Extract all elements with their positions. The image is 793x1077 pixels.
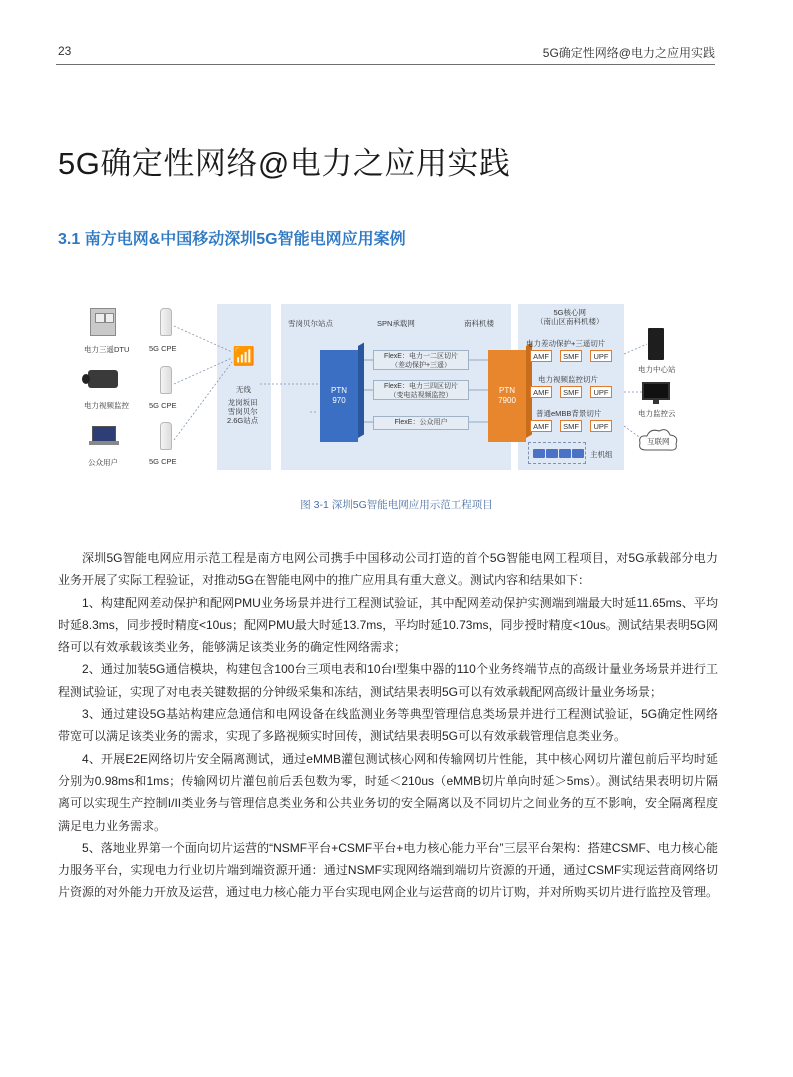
server-rack-icon [648,328,664,360]
endpoint-label: 互联网 [647,437,670,446]
server-icon [572,449,584,458]
nf-box: SMF [560,386,582,398]
device-label: 电力视频监控 [84,401,129,410]
network-diagram [82,304,690,470]
slice-box: FlexE：电力一二区切片 （差动保护+三遥） [373,350,469,370]
core-group-label: 普通eMBB背景切片 [536,409,602,418]
antenna-icon: 📶 [232,346,256,366]
cpe-label: 5G CPE [149,401,177,410]
host-group-box [528,442,586,464]
ptn-7900-box [488,350,526,442]
host-group-label: 主机组 [590,450,613,459]
core-group-label: 电力差动保护+三遥切片 [526,339,606,348]
cpe-label: 5G CPE [149,344,177,353]
server-icon [559,449,571,458]
paragraph: 1、构建配网差动保护和配网PMU业务场景并进行工程测试验证，其中配网差动保护实测端到端最大时延11.65ms、平均时延8.3ms，同步授时精度<10us；配网PMU最大时延13.7ms，平均时延10.73ms，同步授时精度<10us。测试结果表明5G网络可以有效承载该类业务，能够满足该类业务的确定性网络需求； [58,595,718,655]
cpe-label: 5G CPE [149,457,177,466]
nf-box: UPF [590,420,612,432]
nf-box: UPF [590,386,612,398]
header-rule [56,64,715,65]
machine-room-title: 南科机楼 [464,319,494,328]
core-group-label: 电力视频监控切片 [538,375,598,384]
ptn-970-box [320,350,358,442]
video-camera-icon [88,370,118,388]
dtu-device-icon [90,308,116,336]
paragraph: 3、通过建设5G基站构建应急通信和电网设备在线监测业务等典型管理信息类场景并进行工程测试验证，5G确定性网络带宽可以满足该类业务的需求，实现了多路视频实时回传，测试结果表明5G可以有效承载管理信息类业务。 [58,707,718,744]
figure-caption: 图 3-1 深圳5G智能电网应用示范工程项目 [300,499,493,511]
cpe-icon [160,308,172,336]
cpe-icon [160,366,172,394]
paragraph: 深圳5G智能电网应用示范工程是南方电网公司携手中国移动公司打造的首个5G智能电网工程项目，对5G承载部分电力业务开展了实际工程验证，对推动5G在智能电网中的推广应用具有重大意义。测试内容和结果如下： [58,551,718,588]
nf-box: UPF [590,350,612,362]
slice-box: FlexE：电力三四区切片 （变电站视频监控） [373,380,469,400]
document-title: 5G确定性网络@电力之应用实践 [58,146,511,181]
page-number: 23 [58,44,72,58]
endpoint-label: 电力监控云 [638,409,676,418]
server-icon [546,449,558,458]
laptop-icon [92,426,116,442]
nf-box: AMF [530,420,552,432]
section-heading: 3.1 南方电网&中国移动深圳5G智能电网应用案例 [58,231,406,248]
endpoint-label: 电力中心站 [638,365,676,374]
nf-box: SMF [560,420,582,432]
base-station-title: 雪岗贝尔站点 [288,319,333,328]
wireless-site-label: 龙岗坂田 雪岗贝尔 2.6G站点 [227,398,259,425]
device-label: 电力三遥DTU [84,345,130,354]
ptn-label: PTN 970 [331,386,347,405]
nf-box: SMF [560,350,582,362]
server-icon [533,449,545,458]
running-header: 5G确定性网络@电力之应用实践 [542,46,715,60]
cpe-icon [160,422,172,450]
paragraph: 4、开展E2E网络切片安全隔离测试，通过eMMB灌包测试核心网和传输网切片性能，其中核心网切片灌包前后平均时延分别为0.98ms和1ms；传输网切片灌包前后丢包数为零，时延＜210us（eMMB切片单向时延＞5ms）。测试结果表明切片隔离可以实现生产控制I/II类业务与管理信息类业务和公共业务切的安全隔离以及不同切片之间业务的互不影响，安全隔离程度满足电力业务需求。 [58,751,718,833]
nf-box: AMF [530,386,552,398]
paragraph: 5、落地业界第一个面向切片运营的“NSMF平台+CSMF平台+电力核心能力平台”三层平台架构：搭建CSMF、电力核心能力服务平台，实现电力行业切片端到端资源开通：通过NSMF实现网络端到端切片资源的开通，通过CSMF实现运营商网络切片资源的对外能力开放及运营，通过电力核心能力平台实现电网企业与运营商的切片订购，并对所购买切片进行监控及管理。 [58,840,719,900]
nf-box: AMF [530,350,552,362]
wireless-label: 无线 [236,385,251,394]
core-title: 5G核心网 （南山区南科机楼） [536,308,604,326]
paragraph: 2、通过加装5G通信模块，构建包含100台三项电表和10台I型集中器的110个业务终端节点的高级计量业务场景并进行工程测试验证，实现了对电表关键数据的分钟级采集和冻结，测试结果表明5G可以有效承载配网高级计量业务场景； [58,662,718,699]
monitor-icon [642,382,670,400]
device-label: 公众用户 [88,458,118,467]
body-text [58,547,718,904]
ptn-label: PTN 7900 [498,386,516,405]
spn-title: SPN承载网 [377,319,415,328]
slice-box: FlexE：公众用户 [373,416,469,430]
